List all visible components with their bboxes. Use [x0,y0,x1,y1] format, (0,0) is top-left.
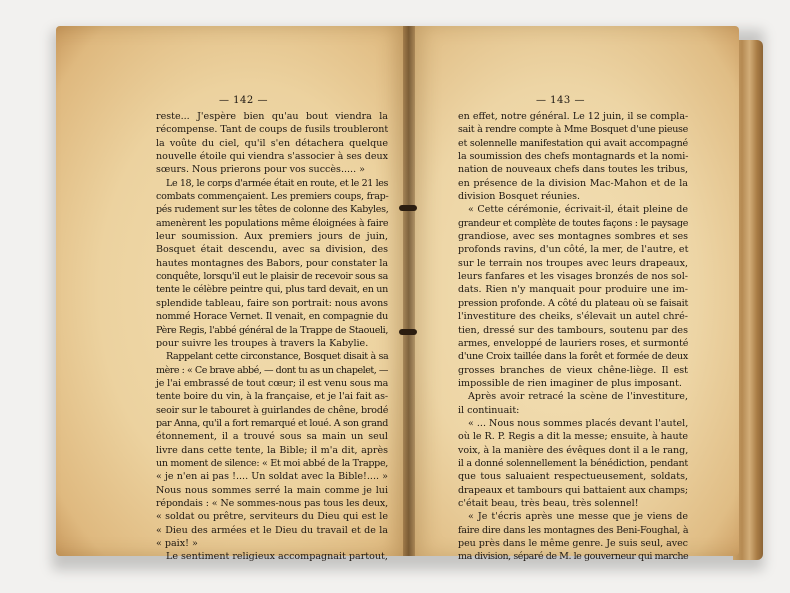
text-line: voix, à la manière des évêques dont il a le rang, [458,444,689,456]
text-line: nation de nouveaux chefs dans toutes les tribus, [458,164,688,176]
text-line: nommé Horace Vernet. Il venait, en compagnie du [156,311,388,323]
text-line: dats. Rien n'y manquait pour produire une im- [458,284,688,296]
text-line: en effet, notre général. Le 12 juin, il se compla- [458,111,689,122]
text-line: « je n'en ai pas !.... Un soldat avec la Bible!.... » [156,471,388,483]
text-line: seoir sur le tabouret à guirlandes de chêne, brodé [156,404,389,416]
text-line: grandeur et complète de toutes façons : le paysage [458,217,688,229]
text-line: nouvelle étoile qui viendra s'associer à ses deux [156,151,388,163]
text-line: « Cette cérémonie, écrivait-il, était pleine de [468,204,688,216]
text-line: pression profonde. A côté du plateau où se faisait [458,297,689,309]
text-line: l'investiture des cheiks, s'élevait un autel chré- [458,311,688,323]
text-line: tien, dressé sur des tambours, soutenu par des [458,324,688,336]
text-line: récompense. Tant de coups de fusils troubleront [156,124,389,136]
left-page-text [156,110,388,564]
text-line: mère : « Ce brave abbé, — dont tu as un chapelet, — [156,364,388,376]
text-line: grosses branches de vieux chêne-liège. Il est [458,364,688,376]
text-line: « Dieu des armées et le Dieu du travail et de la [156,524,388,536]
binding-stitch-bottom [399,329,417,335]
text-line: un moment de silence: « Et moi abbé de la Trappe, [156,457,389,469]
left-page [56,26,409,563]
text-line: Bosquet était descendu, avec sa division, des [156,244,388,256]
text-line: Le sentiment religieux accompagnait partout, [166,551,388,563]
text-line: division Bosquet réunies. [458,191,581,203]
right-page-number: — 143 — [536,95,585,106]
text-line: je l'ai embrassé de tout cœur; il est venu sous ma [156,377,389,389]
text-line: faire dire dans les montagnes des Beni-Foughal, à [458,524,689,536]
text-line: pés rudement sur les têtes de colonne des Kabyles, [156,204,389,216]
text-line: la voûte du ciel, qu'il s'en détachera quelque [156,137,388,149]
text-line: il a donné solennellement la bénédiction, pendant [458,457,688,469]
text-line: « Je t'écris après une messe que je viens de [468,511,688,523]
text-line: ma division, séparé de M. le gouverneur qui marche [458,551,689,563]
text-line: profonds ravins, d'un côté, la mer, de l'autre, et [458,244,689,256]
text-line: où le R. P. Regis a dit la messe; ensuite, à haute [458,431,689,443]
text-line: étonnement, il a trouvé sous sa main un seul [156,431,388,443]
text-line: Le 18, le corps d'armée était en route, et le 21 les [166,177,389,189]
text-line: il continuait: [458,404,520,416]
text-line: conquête, lorsqu'il eut le plaisir de recevoir sous sa [156,271,388,283]
text-line: Nous nous sommes serré la main comme je lui [156,484,388,496]
text-line: armes, enveloppé de lauriers roses, et surmonté [458,337,689,349]
text-line: drapeaux et tambours qui battaient aux champs; [458,484,688,496]
text-line: que tous saluaient respectueusement, soldats, [458,471,688,483]
text-line: « paix! » [156,538,198,549]
book-gutter [403,26,415,556]
text-line: sur le terrain nos troupes avec leurs drapeaux, [458,257,688,269]
text-line: sœurs. Nous prierons pour vos succès..... » [156,164,365,176]
text-line: d'une Croix taillée dans la forêt et formée de deux [458,351,688,363]
text-line: répondais : « Ne sommes-nous pas tous les deux, [156,497,389,509]
text-line: Après avoir retracé la scène de l'investiture, [468,391,688,403]
binding-stitch-top [399,205,417,211]
text-line: leurs fanfares et les visages bronzés de nos sol- [458,271,688,283]
text-line: amenèrent les populations même éloignées à faire [156,217,389,229]
text-line: leur soumission. Aux premiers jours de juin, [156,231,388,243]
text-line: en présence de la division Mac-Mahon et de la [458,177,688,189]
text-line: et solennelle manifestation qui avait accompagné [458,137,688,149]
text-line: Père Regis, l'abbé général de la Trappe de Staoueli, [156,324,388,336]
text-line: tente boire du vin, à la française, et je l'ai fait as- [156,391,389,403]
text-line: hautes montagnes des Babors, pour constater la [156,257,388,269]
text-line: impossible de rien imaginer de plus imposant. [458,377,682,389]
text-line: pour suivre les troupes à travers la Kabylie. [156,337,369,349]
right-page [409,26,739,563]
text-line: c'était beau, très beau, très solennel! [458,497,639,509]
text-line: tente le célèbre peintre qui, plus tard devait, en un [156,284,388,296]
text-line: peu près dans le même genre. Je suis seul, avec [458,538,688,549]
text-line: « soldat ou prêtre, serviteurs du Dieu qui est le [156,511,388,523]
text-line: la soumission des chefs montagnards et la nomi- [458,151,689,163]
text-line: splendide tableau, faire son portrait: nous avons [156,297,388,309]
left-page-number: — 142 — [219,95,268,106]
right-page-text [458,110,688,564]
text-line: combats commençaient. Les premiers coups, frap- [156,191,389,203]
text-line: Rappelant cette circonstance, Bosquet disait à sa [166,351,389,363]
text-line: « ... Nous nous sommes placés devant l'autel, [468,417,689,429]
text-line: livre dans cette tente, la Bible; il m'a dit, après [156,444,388,456]
text-line: grandiose, avec ses montagnes sombres et ses [458,231,688,243]
text-line: par Anna, qu'il a fort remarqué et loué. A son grand [156,417,388,429]
text-line: sait à rendre compte à Mme Bosquet d'une pieuse [458,124,688,136]
text-line: reste... J'espère bien qu'au bout viendra la [156,111,388,122]
